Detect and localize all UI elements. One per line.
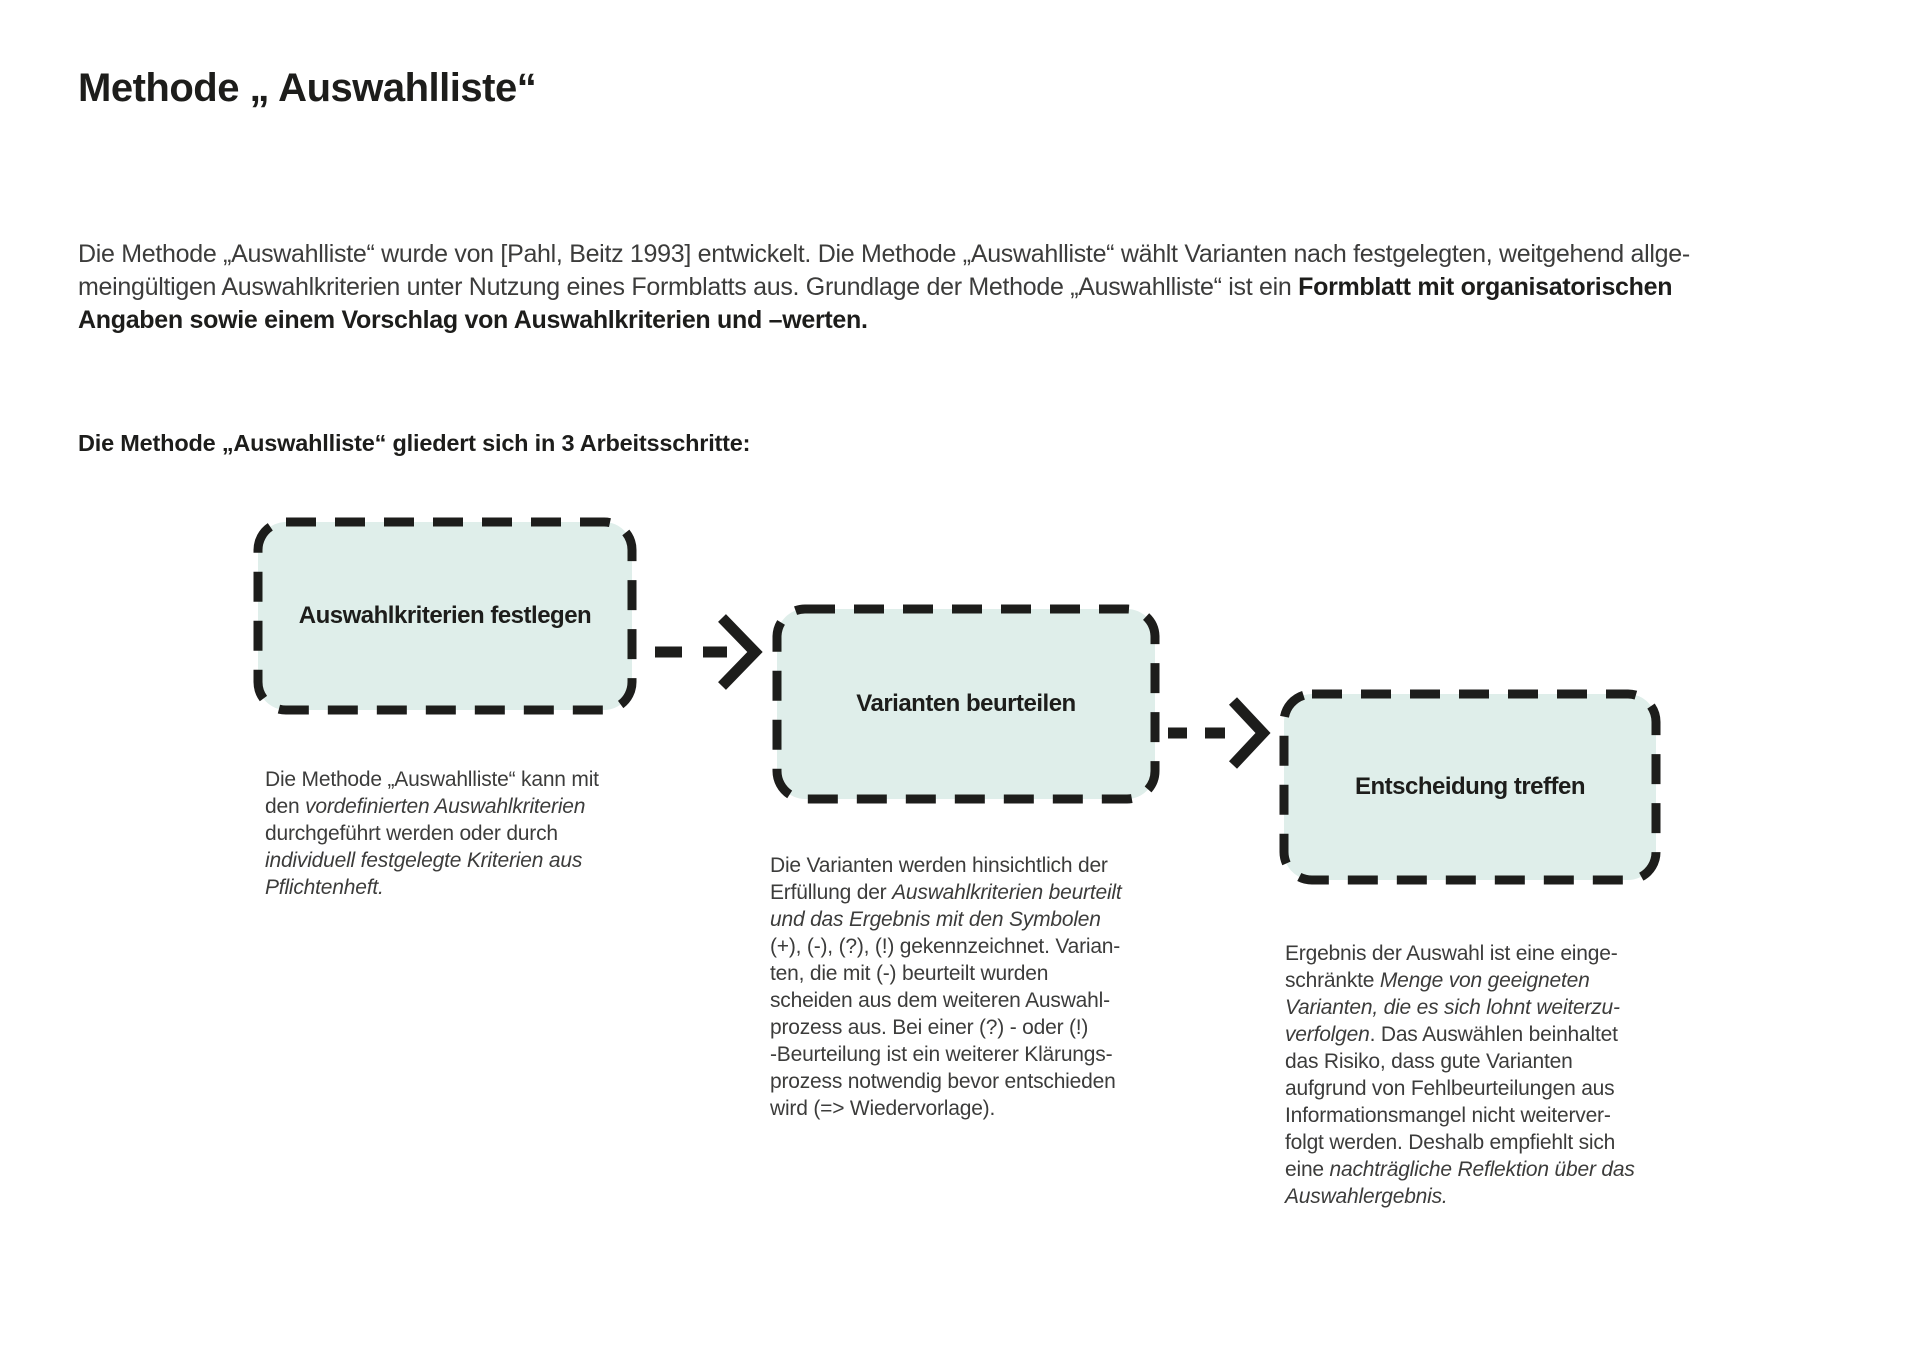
intro-paragraph [78, 238, 1690, 337]
step3-label: Entscheidung treffen [1354, 773, 1585, 800]
text-run: Formblatt mit organisatorischen [1298, 273, 1673, 301]
text-run: aufgrund von Fehlbeurteilungen aus [1285, 1077, 1615, 1100]
text-run: Pflichtenheft. [265, 876, 384, 899]
text-run: Angaben sowie einem Vorschlag von Auswahlkriterien und –werten. [78, 306, 868, 334]
text-run: und das Ergebnis mit den Symbolen [770, 908, 1101, 931]
step3-note [1285, 940, 1635, 1210]
text-run: das Risiko, dass gute Varianten [1285, 1050, 1573, 1073]
text-run: schränkte [1285, 969, 1380, 992]
text-run: Die Methode „Auswahlliste“ wurde von [Pahl, Beitz 1993] entwickelt. Die Methode „Auswahlliste“ wählt Varianten nach festgelegten, weitgehend allge- [78, 240, 1690, 268]
step1-note [265, 766, 599, 901]
text-run: meingültigen Auswahlkriterien unter Nutzung eines Formblatts aus. Grundlage der Methode „Auswahlliste“ ist ein [78, 273, 1299, 301]
text-run: scheiden aus dem weiteren Auswahl- [770, 989, 1110, 1012]
text-run: Menge von geeigneten [1379, 969, 1590, 992]
text-run: eine [1285, 1158, 1330, 1181]
text-run: Ergebnis der Auswahl ist eine einge- [1285, 942, 1618, 965]
text-run: -Beurteilung ist ein weiterer Klärungs- [770, 1043, 1113, 1066]
text-run: prozess aus. Bei einer (?) - oder (!) [770, 1016, 1089, 1039]
text-run: Auswahlergebnis. [1285, 1185, 1448, 1208]
text-run: Erfüllung der [770, 881, 893, 904]
page-title: Methode „ Auswahlliste“ [78, 66, 537, 110]
text-run: (+), (-), (?), (!) gekennzeichnet. Varian- [770, 935, 1121, 958]
dashed-arrow-icon-2 [1160, 685, 1275, 785]
section-heading: Die Methode „Auswahlliste“ gliedert sich in 3 Arbeitsschritte: [78, 430, 751, 456]
text-run: Informationsmangel nicht weiterver- [1285, 1104, 1611, 1127]
text-run: individuell festgelegte Kriterien aus [265, 849, 583, 872]
text-run: verfolgen [1285, 1023, 1370, 1046]
text-run: Varianten, die es sich lohnt weiterzu- [1285, 996, 1620, 1019]
text-run: vordefinierten Auswahlkriterien [305, 795, 586, 818]
text-run: Auswahlkriterien beurteilt [892, 881, 1122, 904]
text-run: Die Varianten werden hinsichtlich der [770, 854, 1108, 877]
text-run: Die Methode „Auswahlliste“ kann mit [265, 768, 599, 791]
text-run: nachträgliche Reflektion über das [1329, 1158, 1635, 1181]
text-run: durchgeführt werden oder durch [265, 822, 558, 845]
step2-label: Varianten beurteilen [856, 690, 1076, 717]
text-run: wird (=> Wiedervorlage). [770, 1097, 996, 1120]
step2-note [770, 852, 1122, 1122]
step1-label: Auswahlkriterien festlegen [298, 602, 592, 629]
text-run: . Das Auswählen beinhaltet [1369, 1023, 1618, 1046]
text-run: prozess notwendig bevor entschieden [770, 1070, 1116, 1093]
text-run: den [265, 795, 306, 818]
text-run: folgt werden. Deshalb empfiehlt sich [1285, 1131, 1616, 1154]
text-run: ten, die mit (-) beurteilt wurden [770, 962, 1049, 985]
dashed-arrow-icon-1 [645, 600, 770, 704]
